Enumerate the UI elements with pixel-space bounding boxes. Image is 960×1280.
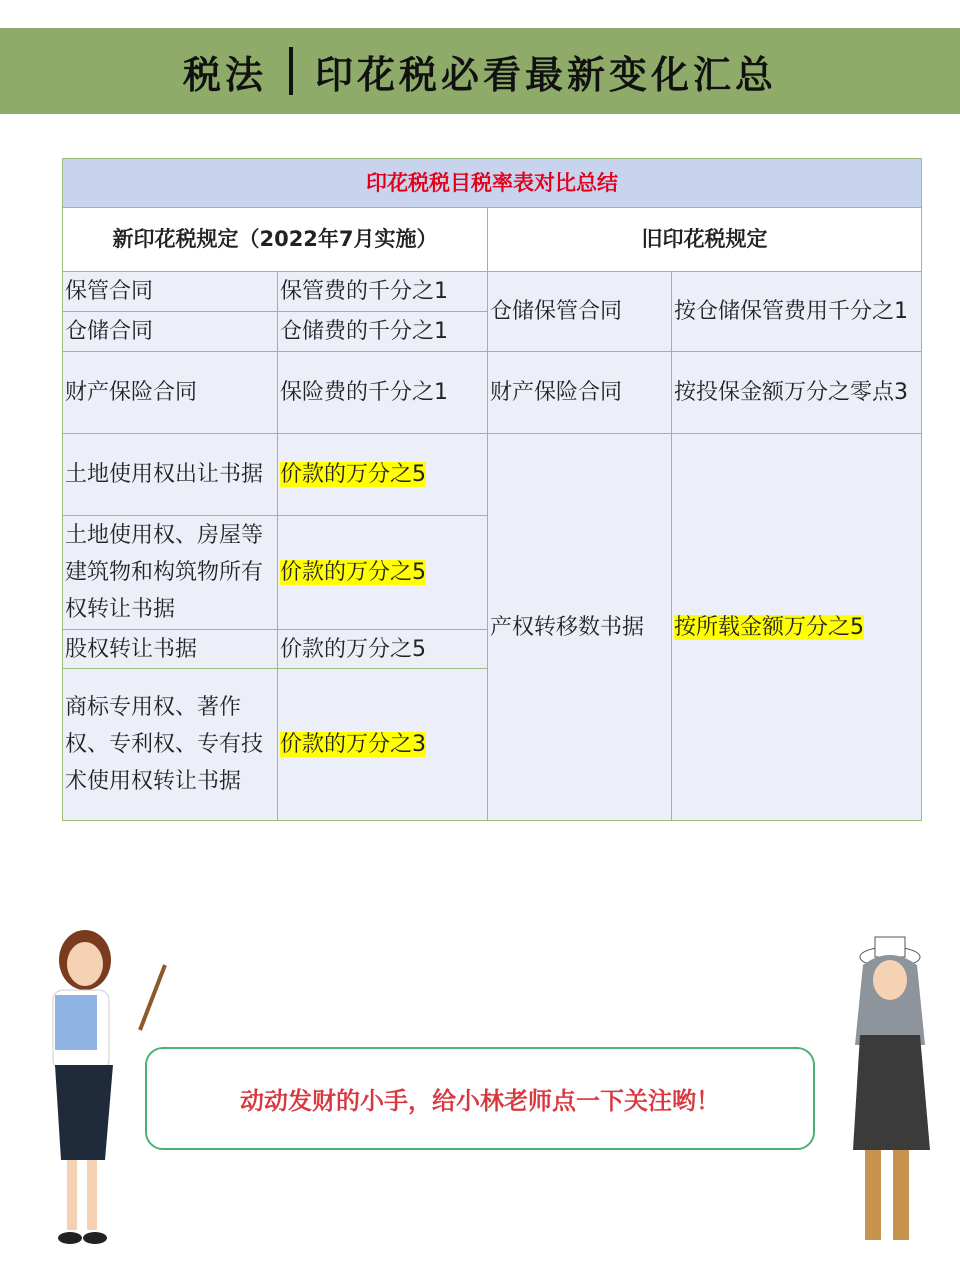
new-item: 土地使用权出让书据 [63, 434, 278, 516]
new-item: 保管合同 [63, 272, 278, 312]
highlighted-rate: 价款的万分之5 [280, 560, 426, 585]
new-item: 仓储合同 [63, 312, 278, 352]
new-item: 股权转让书据 [63, 630, 278, 669]
woman-illustration-icon [835, 935, 955, 1265]
title-banner [0, 28, 960, 114]
new-rate: 价款的万分之5 [278, 630, 488, 669]
banner-divider [289, 47, 293, 95]
table-row [63, 352, 922, 434]
new-rate [278, 669, 488, 821]
old-rate: 按投保金额万分之零点3 [672, 352, 922, 434]
new-item: 土地使用权、房屋等建筑物和构筑物所有权转让书据 [63, 516, 278, 630]
highlighted-rate: 价款的万分之5 [280, 462, 426, 487]
highlighted-rate: 按所载金额万分之5 [674, 614, 864, 640]
new-item: 财产保险合同 [63, 352, 278, 434]
old-rules-header: 旧印花税规定 [488, 208, 922, 272]
new-rate: 保险费的千分之1 [278, 352, 488, 434]
follow-prompt-text: 动动发财的小手，给小林老师点一下关注哟！ [240, 1087, 720, 1115]
new-rate [278, 516, 488, 630]
table-title: 印花税税目税率表对比总结 [63, 159, 922, 208]
old-rate: 按仓储保管费用千分之1 [672, 272, 922, 352]
new-rules-header: 新印花税规定（2022年7月实施） [63, 208, 488, 272]
banner-title: 印花税必看最新变化汇总 [315, 52, 778, 97]
new-rate: 仓储费的千分之1 [278, 312, 488, 352]
follow-prompt-box [145, 1047, 815, 1150]
table-row [63, 434, 922, 516]
new-rate: 保管费的千分之1 [278, 272, 488, 312]
new-rate [278, 434, 488, 516]
banner-category: 税法 [182, 52, 267, 97]
stamp-tax-comparison-table [62, 158, 922, 821]
old-item: 产权转移数书据 [488, 434, 672, 821]
highlighted-rate: 价款的万分之3 [280, 732, 426, 757]
table-row [63, 272, 922, 312]
old-rate [672, 434, 922, 821]
old-item: 财产保险合同 [488, 352, 672, 434]
old-item: 仓储保管合同 [488, 272, 672, 352]
new-item: 商标专用权、著作权、专利权、专有技术使用权转让书据 [63, 669, 278, 821]
